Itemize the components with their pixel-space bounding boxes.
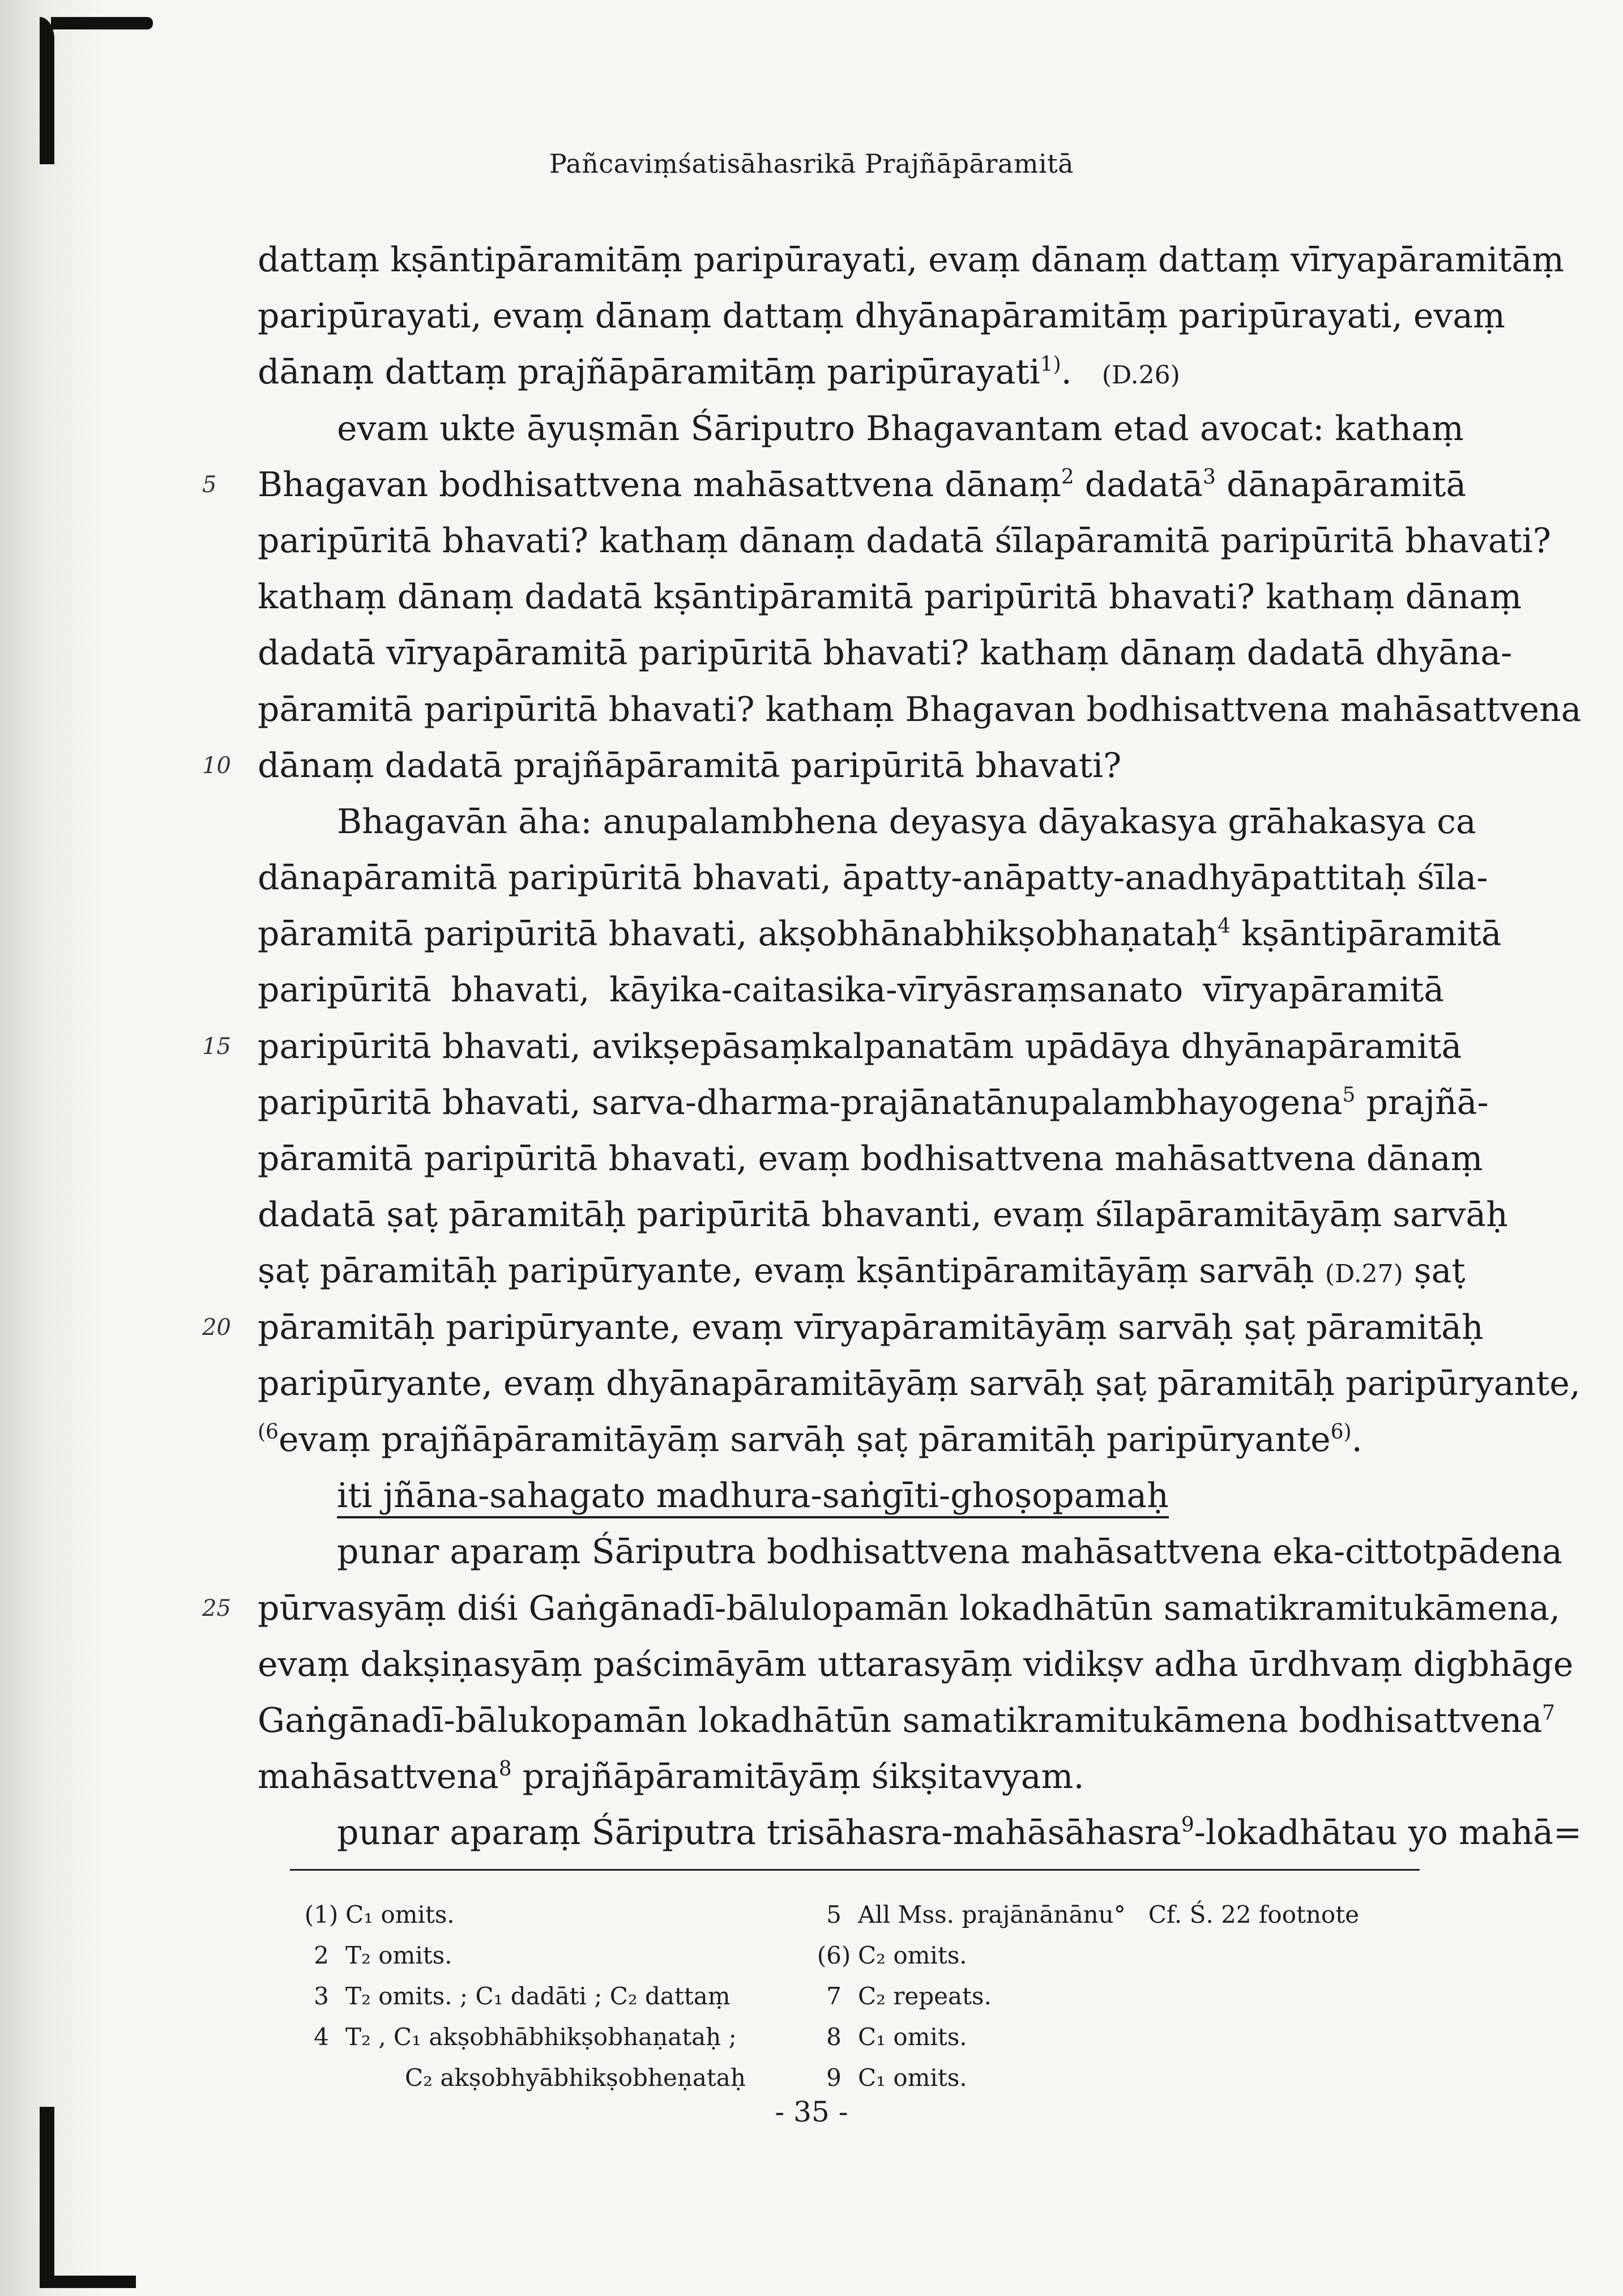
line-text: paripūritā bhavati? kathaṃ dānaṃ dadatā śīlapāramitā paripūritā bhavati? <box>258 520 1551 561</box>
footnote <box>810 1894 1359 1935</box>
scan-bracket-bottom <box>40 2107 54 2288</box>
line-text: evaṃ prajñāpāramitāyāṃ sarvāḥ ṣaṭ pāramitāḥ paripūryante <box>278 1419 1331 1459</box>
footnote-number: 8 <box>826 2023 842 2051</box>
footnote <box>810 1935 1359 1976</box>
line-text: ṣaṭ <box>1413 1251 1466 1291</box>
text-line <box>202 1300 1484 1356</box>
line-text: pāramitā paripūritā bhavati, evaṃ bodhisattvena mahāsattvena dānaṃ <box>258 1139 1483 1179</box>
text-line <box>258 962 1444 1018</box>
text-line <box>258 794 1476 850</box>
line-text: evam ukte āyuṣmān Śāriputro Bhagavantam etad avocat: kathaṃ <box>337 408 1464 449</box>
line-number: 10 <box>202 752 231 779</box>
line-text: dānaṃ dadatā prajñāpāramitā paripūritā bhavati? <box>258 745 1122 786</box>
footnote-marker: 1) <box>1040 353 1061 377</box>
line-text: punar aparaṃ Śāriputra bodhisattvena mahāsattvena eka-cittotpādena <box>337 1532 1562 1572</box>
text-line <box>258 1075 1489 1131</box>
text-line <box>258 1356 1581 1412</box>
footnote <box>297 1935 746 1976</box>
line-text: kṣāntipāramitā <box>1231 914 1502 954</box>
text-line <box>258 850 1488 906</box>
line-text: ṣaṭ pāramitāḥ paripūryante, evaṃ kṣāntipāramitāyāṃ sarvāḥ <box>258 1251 1314 1291</box>
line-text: dadatā ṣaṭ pāramitāḥ paripūritā bhavanti, evaṃ śīlapāramitāyāṃ sarvāḥ <box>258 1195 1508 1235</box>
line-number: 25 <box>202 1595 231 1621</box>
footnote-text: C₁ omits. <box>858 2064 967 2092</box>
text-line <box>258 288 1505 344</box>
footnote-crossref: Cf. Ś. 22 footnote <box>1148 1901 1359 1928</box>
footnote-number: 4 <box>314 2023 329 2051</box>
footnote-marker: 7 <box>1542 1701 1556 1725</box>
line-text: dadatā vīryapāramitā paripūritā bhavati? kathaṃ dānaṃ dadatā dhyāna- <box>258 633 1513 673</box>
footnote-text: C₁ omits. <box>858 2023 967 2051</box>
text-line <box>258 906 1502 962</box>
line-text: pāramitāḥ paripūryante, evaṃ vīryapāramitāyāṃ sarvāḥ ṣaṭ pāramitāḥ <box>258 1307 1484 1347</box>
line-text: punar aparaṃ Śāriputra trisāhasra-mahāsāhasra <box>337 1813 1181 1853</box>
footnote-number: 2 <box>314 1941 329 1969</box>
line-text: dānaṃ dattaṃ prajñāpāramitāṃ paripūrayati <box>258 352 1040 392</box>
line-number: 20 <box>202 1314 231 1341</box>
line-text: paripūritā bhavati, avikṣepāsaṃkalpanatām upādāya dhyānapāramitā <box>258 1026 1462 1066</box>
line-text: paripūritā bhavati, sarva-dharma-prajānatānupalambhayogena <box>258 1082 1343 1123</box>
footnote-number: (1) <box>304 1901 339 1928</box>
text-line <box>202 738 1444 794</box>
footnote-number: (6) <box>817 1941 851 1969</box>
footnote-marker: 8 <box>498 1757 512 1781</box>
text-line <box>258 1131 1483 1187</box>
footnote-text: C₂ akṣobhyābhikṣobheṇataḥ <box>405 2064 746 2092</box>
footnote-marker: 4 <box>1218 915 1231 938</box>
text-line <box>258 625 1513 681</box>
text-line <box>258 513 1551 569</box>
derge-reference: (D.27) <box>1325 1260 1403 1289</box>
line-text: mahāsattvena <box>258 1757 499 1797</box>
line-text: paripūritā bhavati, kāyika-caitasika-vīryāsraṃsanato vīryapāramitā <box>258 970 1444 1010</box>
line-text: -lokadhātau yo mahā= <box>1194 1813 1582 1853</box>
footnote <box>810 2058 1359 2098</box>
line-text: prajñā- <box>1355 1082 1489 1123</box>
text-line <box>258 401 1464 457</box>
footnote-marker: 2 <box>1061 465 1074 489</box>
line-text: . <box>1061 352 1072 392</box>
body-text <box>202 232 1582 1861</box>
footnote <box>297 2017 746 2058</box>
line-text: evaṃ dakṣiṇasyāṃ paścimāyām uttarasyāṃ vidikṣv adha ūrdhvaṃ digbhāge <box>258 1644 1574 1684</box>
footnote-marker: 5 <box>1342 1083 1356 1107</box>
footnote-number: 9 <box>826 2064 842 2092</box>
line-number: 5 <box>202 471 217 498</box>
text-line <box>258 1524 1562 1580</box>
line-number: 15 <box>202 1033 231 1060</box>
footnote-text: T₂ omits. <box>345 1941 452 1969</box>
footnote-text: C₂ repeats. <box>858 1982 992 2010</box>
text-line <box>258 1187 1508 1243</box>
text-line <box>258 1412 1444 1468</box>
line-text: dānapāramitā paripūritā bhavati, āpatty-anāpatty-anadhyāpattitaḥ śīla- <box>258 858 1488 898</box>
line-text: pūrvasyāṃ diśi Gaṅgānadī-bālulopamān lokadhātūn samatikramitukāmena, <box>258 1588 1561 1628</box>
scan-edge-shadow <box>0 0 108 2296</box>
footnote <box>297 1976 746 2017</box>
footnote-marker: 3 <box>1203 465 1216 489</box>
footnote-text: T₂ , C₁ akṣobhābhikṣobhaṇataḥ ; <box>345 2023 737 2051</box>
line-text: . <box>1351 1419 1363 1459</box>
derge-reference: (D.26) <box>1101 361 1180 390</box>
line-text: Bhagavan bodhisattvena mahāsattvena dānaṃ <box>258 464 1061 505</box>
line-text: kathaṃ dānaṃ dadatā kṣāntipāramitā paripūritā bhavati? kathaṃ dānaṃ <box>258 577 1522 617</box>
line-text: Gaṅgānadī-bālukopamān lokadhātūn samatikramitukāmena bodhisattvena <box>258 1700 1543 1740</box>
text-line <box>202 457 1467 513</box>
line-text: Bhagavān āha: anupalambhena deyasya dāyakasya grāhakasya ca <box>337 801 1476 842</box>
text-line <box>258 1637 1574 1693</box>
line-text: dadatā <box>1074 464 1203 505</box>
section-heading: iti jñāna-sahagato madhura-saṅgīti-ghoṣopamaḥ <box>337 1475 1169 1518</box>
line-text: pāramitā paripūritā bhavati? kathaṃ Bhagavan bodhisattvena mahāsattvena <box>258 689 1582 729</box>
footnote-marker: (6 <box>258 1420 279 1444</box>
footnote-continuation <box>297 2058 746 2098</box>
page-number: - 35 - <box>775 2096 848 2128</box>
footnote-marker: 6) <box>1330 1420 1352 1444</box>
text-line <box>258 1749 1444 1805</box>
text-line <box>258 1693 1556 1749</box>
footnote-text: C₁ omits. <box>345 1901 455 1928</box>
text-line <box>258 569 1522 625</box>
footnote-text: C₂ omits. <box>858 1941 967 1969</box>
text-line <box>258 1805 1582 1861</box>
footnotes-right-column <box>810 1894 1359 2098</box>
text-line <box>202 1581 1561 1637</box>
line-text: dattaṃ kṣāntipāramitāṃ paripūrayati, evaṃ dānaṃ dattaṃ vīryapāramitāṃ <box>258 240 1565 280</box>
footnote-text: T₂ omits. ; C₁ dadāti ; C₂ dattaṃ <box>345 1982 731 2010</box>
footnote <box>810 2017 1359 2058</box>
line-text: pāramitā paripūritā bhavati, akṣobhānabhikṣobhaṇataḥ <box>258 914 1218 954</box>
footnotes-left-column <box>297 1894 746 2098</box>
footnote-number: 5 <box>826 1901 842 1928</box>
running-head: Pañcaviṃśatisāhasrikā Prajñāpāramitā <box>549 148 1074 179</box>
section-heading-line <box>258 1468 1444 1524</box>
text-line <box>258 1243 1466 1299</box>
footnote-text: All Mss. prajānānānu° <box>858 1901 1126 1928</box>
line-text: prajñāpāramitāyāṃ śikṣitavyam. <box>511 1757 1084 1797</box>
line-text: paripūryante, evaṃ dhyānapāramitāyāṃ sarvāḥ ṣaṭ pāramitāḥ paripūryante, <box>258 1363 1581 1403</box>
footnote-divider <box>290 1869 1420 1871</box>
text-line <box>202 1019 1462 1075</box>
footnote <box>297 1894 746 1935</box>
text-line <box>258 344 1444 400</box>
footnote-number: 3 <box>314 1982 329 2010</box>
footnote-number: 7 <box>826 1982 842 2010</box>
line-text: dānapāramitā <box>1215 464 1467 505</box>
footnote <box>810 1976 1359 2017</box>
footnote-marker: 9 <box>1181 1813 1194 1837</box>
text-line <box>258 232 1565 288</box>
scan-bracket-top <box>40 17 54 164</box>
line-text: paripūrayati, evaṃ dānaṃ dattaṃ dhyānapāramitāṃ paripūrayati, evaṃ <box>258 296 1505 336</box>
text-line <box>258 682 1582 738</box>
